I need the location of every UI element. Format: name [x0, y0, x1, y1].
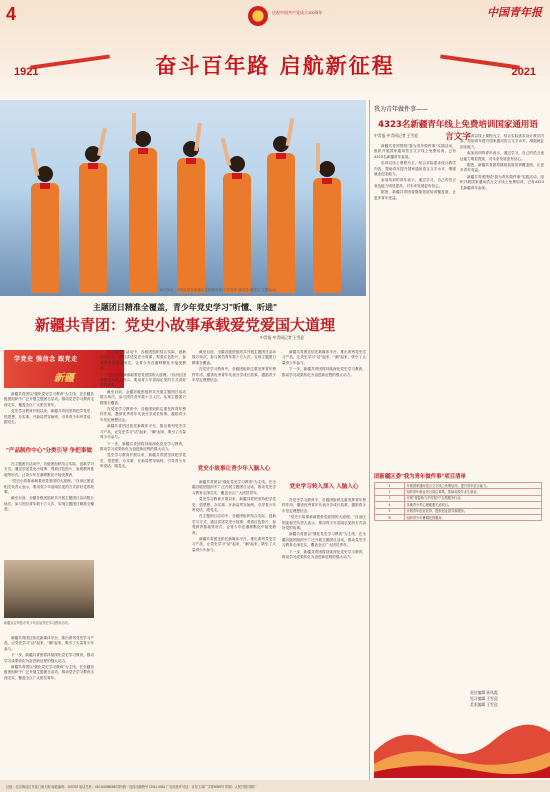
right-byline: 中青报·中青网记者 王雪迎 — [374, 134, 419, 138]
paragraph: 新疆共青团还依托新媒体平台，推出系列党史学习产品，让党史学习"活"起来、"潮"起来，吸引了大量青少年参与。 — [282, 350, 366, 365]
paragraph: 在党史学习教育中，各级团组织注重发挥青年榜样作用，邀请优秀青年代表分享成长故事，激励青少年坚定理想信念。 — [100, 407, 186, 422]
article-column-3 — [192, 350, 276, 460]
table-cell: 开展"青春助力乡村振兴"志愿服务行动。 — [405, 495, 542, 501]
photo-child — [266, 136, 296, 296]
photo-child — [128, 131, 158, 296]
paragraph: 据悉，新疆共青团将继续拓展培训覆盖面，让更多青年受益。 — [374, 190, 456, 200]
secondary-photo — [4, 560, 94, 618]
paragraph: 党史学习教育开展以来，新疆共青团坚持把学党史、悟思想、办实事、开新局贯穿始终，引导青少年听党话、跟党走。 — [192, 497, 276, 513]
paragraph: 新疆共青团以"强化党史学习教育"为主线，在全疆各级团组织中广泛开展主题团日活动，推动党史学习教育走深走实，覆盖全区广大团员青年。 — [192, 480, 276, 495]
section-heading: "产品制作中心"分类引导 争把事做 — [5, 448, 93, 454]
article-column-4b — [282, 498, 366, 778]
study-banner-title: 学党史 强信念 跟党走 — [14, 356, 78, 363]
party-emblem-icon — [248, 6, 268, 26]
table-cell: 组织青少年暑期托管服务。 — [405, 514, 542, 520]
paragraph: 在主题团日活动中，各级团组织结合实际，创新学习方式，通过讲述党史小故事、观看红色影片、参观教育基地等形式，让青少年在潜移默化中接受教育。 — [100, 350, 186, 371]
editor-line: 美术编辑 王雪迎 — [470, 703, 498, 707]
page-banner — [0, 0, 550, 100]
paragraph: "党史小故事承载着爱党爱国的大道理。"自治区团委相关负责人表示，要用青少年喜闻乐见的方式讲好党的故事。 — [282, 515, 366, 531]
centenary-label: 庆祝中国共产党成立100周年 — [272, 10, 323, 15]
table-cell: 1 — [375, 483, 405, 489]
table-row — [375, 514, 542, 520]
article-column-4 — [282, 350, 366, 478]
article-byline: 中青报·中青网记者 王雪迎 — [260, 336, 305, 340]
paragraph: 党史学习教育开展以来，新疆共青团坚持把学党史、悟思想、办实事、开新局贯穿始终，引导青少年听党话、跟党走。 — [4, 409, 94, 425]
project-table-title: 团新疆区委"我为青年做件事"项目清单 — [374, 474, 466, 480]
section-heading: 党史小故事让青少年入脑入心 — [197, 466, 271, 472]
paragraph: 下一步，新疆共青团将持续深化党史学习教育，推动学习成果转化为奋进新征程的强大动力。 — [282, 367, 366, 377]
year-left: 1921 — [14, 66, 39, 78]
photo-child — [78, 146, 108, 296]
paragraph: 截至目前，全疆各级团组织共开展主题团日活动数万场次，参与团员青年数十万人次，实现主题团日精准全覆盖。 — [192, 350, 276, 365]
photo-child — [176, 141, 206, 296]
photo-child — [222, 156, 252, 296]
paragraph: 新疆共青团还依托新媒体平台，推出系列党史学习产品，让党史学习"活"起来、"潮"起来，吸引了大量青少年参与。 — [192, 537, 276, 552]
paragraph: 新疆共青团还依托新媒体平台，推出系列党史学习产品，让党史学习"活"起来、"潮"起来，吸引了大量青少年参与。 — [4, 636, 94, 651]
column-tag: 我为青年做件事—— — [374, 106, 429, 113]
paragraph: 参加培训的青年表示，通过学习，自己的语言表达能力明显提高，对未来发展更有信心。 — [460, 151, 544, 161]
article-headline: 新疆共青团：党史小故事承载爱党爱国大道理 — [34, 316, 335, 334]
year-right: 2021 — [511, 66, 536, 78]
editor-line: 见习编辑 王雪迎 — [470, 697, 498, 701]
decorative-waves — [374, 712, 550, 778]
masthead-logo: 中国青年报 — [487, 6, 542, 19]
table-cell: 开展国家通用语言文字线上免费培训，提升青年语言能力。 — [405, 483, 542, 489]
table-cell: 开展青年创业扶持，提供创业指导和服务。 — [405, 508, 542, 514]
table-cell: 6 — [375, 514, 405, 520]
paragraph: 新疆共青团以"强化党史学习教育"为主线，在全疆各级团组织中广泛开展主题团日活动，推动党史学习教育走深走实，覆盖全区广大团员青年。 — [4, 392, 94, 407]
paragraph: 培训以线上课程为主，结合实际需求设计教学内容，帮助青年提升国家通用语言文字水平，增强就业创业能力。 — [374, 161, 456, 177]
article-column-1c — [4, 636, 94, 778]
photo-caption: 6月23日，少先队员在新疆克拉玛依市举行"学党史·颂党恩·跟党走"主题活动。 — [160, 288, 280, 292]
table-cell: 实施青少年心理健康关爱项目。 — [405, 502, 542, 508]
photo-child — [30, 166, 60, 296]
paragraph: 下一步，新疆共青团将持续深化党史学习教育，推动学习成果转化为奋进新征程的强大动力。 — [100, 441, 186, 451]
paragraph: 在党史学习教育中，各级团组织注重发挥青年榜样作用，邀请优秀青年代表分享成长故事，激励青少年坚定理想信念。 — [282, 498, 366, 513]
paragraph: 新疆共青团以"强化党史学习教育"为主线，在全疆各级团组织中广泛开展主题团日活动，推动党史学习教育走深走实，覆盖全区广大团员青年。 — [4, 665, 94, 680]
paragraph: 在主题团日活动中，各级团组织结合实际，创新学习方式，通过讲述党史小故事、观看红色影片、参观教育基地等形式，让青少年在潜移默化中接受教育。 — [4, 462, 94, 477]
right-headline: 4323名新疆青年线上免费培训国家通用语言文字 — [378, 120, 538, 142]
paragraph: 截至目前，全疆各级团组织共开展主题团日活动数万场次，参与团员青年数十万人次，实现主题团日精准全覆盖。 — [100, 389, 186, 405]
paragraph: 党史学习教育开展以来，新疆共青团坚持把学党史、悟思想、办实事、开新局贯穿始终，引导青少年听党话、跟党走。 — [100, 453, 186, 469]
table-cell: 5 — [375, 508, 405, 514]
editor-credits — [470, 690, 498, 708]
paragraph: 新疆共青团以"强化党史学习教育"为主线，在全疆各级团组织中广泛开展主题团日活动，推动党史学习教育走深走实，覆盖全区广大团员青年。 — [282, 532, 366, 548]
paragraph: 在党史学习教育中，各级团组织注重发挥青年榜样作用，邀请优秀青年代表分享成长故事，激励青少年坚定理想信念。 — [192, 367, 276, 383]
right-column-right — [460, 134, 544, 466]
table-cell: 组织青年就业见习岗位募集，帮助高校毕业生就业。 — [405, 489, 542, 495]
article-column-1 — [4, 392, 94, 440]
paragraph: 新疆共青团还依托新媒体平台，推出系列党史学习产品，让党史学习"活"起来、"潮"起来，吸引了大量青少年参与。 — [100, 424, 186, 440]
page-number: 4 — [6, 4, 17, 24]
banner-headline: 奋斗百年路 启航新征程 — [155, 54, 395, 78]
study-banner-script: 新疆 — [54, 373, 74, 384]
right-column-left — [374, 144, 456, 466]
photo-child — [312, 161, 342, 296]
page-footer: 社址：北京海淀区东直门南大街 邮政编码：100702 电话总机：010-64098088 国内统一连续出版物号 CN11-0061 广告经营许可证：京东工商广字第0099号 印刷：人民日报印刷厂 — [0, 780, 550, 792]
project-table — [374, 482, 542, 521]
table-cell: 4 — [375, 502, 405, 508]
paragraph: 新疆共青团围绕"我为青年做件事"实践活动，组织开展国家通用语言文字线上免费培训，已有4323名新疆青年参加。 — [374, 144, 456, 159]
paragraph: 据悉，新疆共青团将继续拓展培训覆盖面，让更多青年受益。 — [460, 163, 544, 173]
table-cell: 2 — [375, 489, 405, 495]
paragraph: 截至目前，全疆各级团组织共开展主题团日活动数万场次，参与团员青年数十万人次，实现主题团日精准全覆盖。 — [4, 496, 94, 512]
column-divider — [369, 100, 370, 780]
lead-photo — [0, 100, 366, 296]
paragraph: 在主题团日活动中，各级团组织结合实际，创新学习方式，通过讲述党史小故事、观看红色影片、参观教育基地等形式，让青少年在潜移默化中接受教育。 — [192, 514, 276, 535]
article-column-1b — [4, 462, 94, 556]
table-cell: 3 — [375, 495, 405, 501]
paragraph: "党史小故事承载着爱党爱国的大道理。"自治区团委相关负责人表示，要用青少年喜闻乐见的方式讲好党的故事。 — [4, 479, 94, 495]
secondary-photo-caption: 新疆克拉玛依市青少年参加党史学习教育活动。 — [4, 621, 71, 625]
paragraph: 下一步，新疆共青团将持续深化党史学习教育，推动学习成果转化为奋进新征程的强大动力。 — [4, 653, 94, 663]
editor-line: 责任编辑 孙凤霞 — [470, 691, 498, 695]
paragraph: 新疆共青团围绕"我为青年做件事"实践活动，组织开展国家通用语言文字线上免费培训，已有4323名新疆青年参加。 — [460, 174, 544, 190]
article-subhead: 主题团日精准全覆盖，青少年党史学习"听懂、听进" — [92, 303, 278, 312]
paragraph: 下一步，新疆共青团将持续深化党史学习教育，推动学习成果转化为奋进新征程的强大动力。 — [282, 549, 366, 560]
paragraph: 培训以线上课程为主，结合实际需求设计教学内容，帮助青年提升国家通用语言文字水平，增强就业创业能力。 — [460, 134, 544, 149]
paragraph: "党史小故事承载着爱党爱国的大道理。"自治区团委相关负责人表示，要用青少年喜闻乐见的方式讲好党的故事。 — [100, 372, 186, 388]
section-heading: 党史学习转入深入 入脑入心 — [289, 484, 359, 490]
article-column-2 — [100, 350, 186, 778]
paragraph: 参加培训的青年表示，通过学习，自己的语言表达能力明显提高，对未来发展更有信心。 — [374, 178, 456, 188]
article-column-3b — [192, 480, 276, 778]
